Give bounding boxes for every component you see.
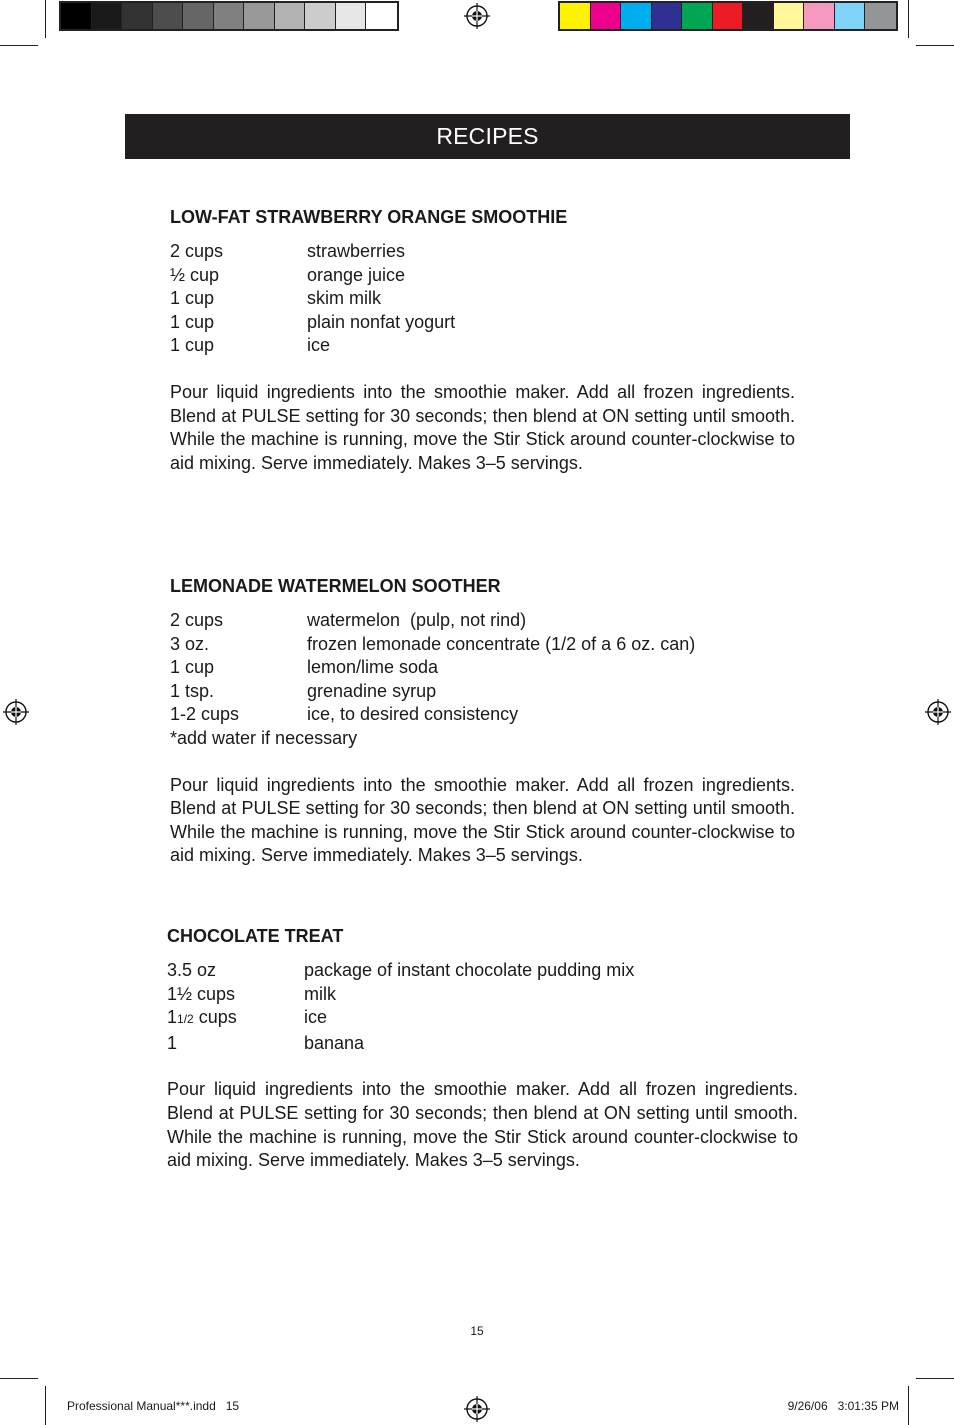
ingredient-row [167,983,798,1007]
ingredient-name: ice [304,1007,328,1028]
process-color-swatch [743,3,774,29]
grayscale-swatch [244,3,275,29]
ingredient-row [167,959,798,983]
process-color-swatch [682,3,713,29]
ingredient-list [170,240,795,358]
process-color-swatch [652,3,683,29]
registration-mark-icon [3,699,29,725]
process-color-swatch [560,3,591,29]
crop-mark-top-right-vertical [908,0,909,38]
crop-mark-bottom-left-vertical [45,1386,46,1425]
process-color-bar [558,1,898,31]
ingredient-row [170,311,795,335]
ingredient-name: skim milk [307,288,381,309]
recipe-lemonade-watermelon-soother [170,575,795,868]
ingredient-row [170,703,795,727]
quantity-whole: 1 [167,1007,178,1028]
crop-mark-bottom-right-horizontal [916,1378,954,1379]
crop-mark-top-left-horizontal [0,45,38,46]
ingredient-name: lemon/lime soda [307,657,439,678]
ingredient-quantity: 1 tsp. [170,680,215,701]
crop-mark-bottom-left-horizontal [0,1378,38,1379]
grayscale-swatch [336,3,367,29]
ingredient-row [170,633,795,657]
ingredient-name: milk [304,983,336,1004]
quantity-fraction: 1/2 [177,1012,194,1027]
ingredient-name: plain nonfat yogurt [307,311,456,332]
process-color-swatch [621,3,652,29]
ingredient-quantity: 1 [167,1032,178,1053]
ingredient-row [170,680,795,704]
ingredient-quantity: 2 cups [170,241,224,261]
recipe-title: LOW-FAT STRAWBERRY ORANGE SMOOTHIE [170,207,568,227]
ingredient-list [170,609,795,727]
ingredient-quantity: 3 oz. [170,633,210,654]
grayscale-swatch [92,3,123,29]
ingredient-quantity: 1 cup [170,335,215,356]
ingredient-row [170,287,795,311]
ingredient-name: ice [307,335,331,356]
ingredient-quantity: 1 cup [170,657,215,678]
ingredient-name: package of instant chocolate pudding mix [304,960,635,980]
ingredient-row [170,264,795,288]
quantity-unit: cups [193,1007,237,1028]
ingredient-row [167,1032,798,1056]
page-number: 15 [470,1324,484,1338]
ingredient-row [170,240,795,264]
ingredient-quantity: 1 cup [170,288,215,309]
grayscale-swatch [214,3,245,29]
grayscale-swatch [183,3,214,29]
recipe-instructions: Pour liquid ingredients into the smoothie maker. Add all frozen ingredients. Blend at PULSE setting for 30 seconds; then blend at ON setting until smooth. While the machine is running, move the Stir Stick around counter-clockwise to aid mixing. Serve immediately. Makes 3–5 servings. [170,381,795,473]
recipe-strawberry-orange-smoothie [170,206,795,475]
ingredient-row [167,1006,798,1032]
ingredient-name: strawberries [307,241,406,261]
process-color-swatch [591,3,622,29]
recipe-title: LEMONADE WATERMELON SOOTHER [170,576,501,596]
ingredient-row [170,334,795,358]
process-color-swatch [804,3,835,29]
registration-mark-icon [464,3,490,29]
ingredient-quantity: ½ cup [170,264,220,285]
grayscale-swatch [305,3,336,29]
ingredient-quantity: 1 cup [170,311,215,332]
grayscale-swatch [61,3,92,29]
crop-mark-top-left-vertical [45,0,46,38]
recipe-instructions: Pour liquid ingredients into the smoothie maker. Add all frozen ingredients. Blend at PULSE setting for 30 seconds; then blend at ON setting until smooth. While the machine is running, move the Stir Stick around counter-clockwise to aid mixing. Serve immediately. Makes 3–5 servings. [167,1079,798,1171]
process-color-swatch [865,3,896,29]
registration-mark-icon [925,699,951,725]
ingredient-quantity: 2 cups [170,610,224,630]
crop-mark-top-right-horizontal [916,45,954,46]
grayscale-swatch [153,3,184,29]
grayscale-swatch [366,3,397,29]
grayscale-swatch [122,3,153,29]
page-title: RECIPES [436,123,539,149]
recipe-note: *add water if necessary [170,727,358,748]
process-color-swatch [774,3,805,29]
ingredient-quantity [167,1006,304,1032]
recipe-chocolate-treat [167,925,798,1173]
recipes-header-bar [125,114,850,159]
grayscale-swatch [275,3,306,29]
process-color-swatch [713,3,744,29]
slug-timestamp: 9/26/06 3:01:35 PM [787,1399,899,1413]
grayscale-color-bar [59,1,399,31]
ingredient-name: ice, to desired consistency [307,704,519,725]
ingredient-name: grenadine syrup [307,680,437,701]
ingredient-name: frozen lemonade concentrate (1/2 of a 6 oz. can) [307,633,696,654]
ingredient-name: orange juice [307,264,406,285]
recipe-title: CHOCOLATE TREAT [167,926,344,946]
ingredient-quantity: 3.5 oz [167,960,217,980]
ingredient-list [167,959,798,1055]
ingredient-row [170,609,795,633]
registration-mark-icon [464,1396,490,1422]
ingredient-name: watermelon (pulp, not rind) [307,610,527,630]
process-color-swatch [835,3,866,29]
crop-mark-bottom-right-vertical [908,1386,909,1425]
ingredient-quantity: 1½ cups [167,983,236,1004]
slug-file-info: Professional Manual***.indd 15 [67,1399,240,1413]
ingredient-quantity: 1-2 cups [170,704,240,725]
ingredient-row [170,656,795,680]
ingredient-name: banana [304,1032,365,1053]
recipe-instructions: Pour liquid ingredients into the smoothie maker. Add all frozen ingredients. Blend at PULSE setting for 30 seconds; then blend at ON setting until smooth. While the machine is running, move the Stir Stick around counter-clockwise to aid mixing. Serve immediately. Makes 3–5 servings. [170,774,795,866]
